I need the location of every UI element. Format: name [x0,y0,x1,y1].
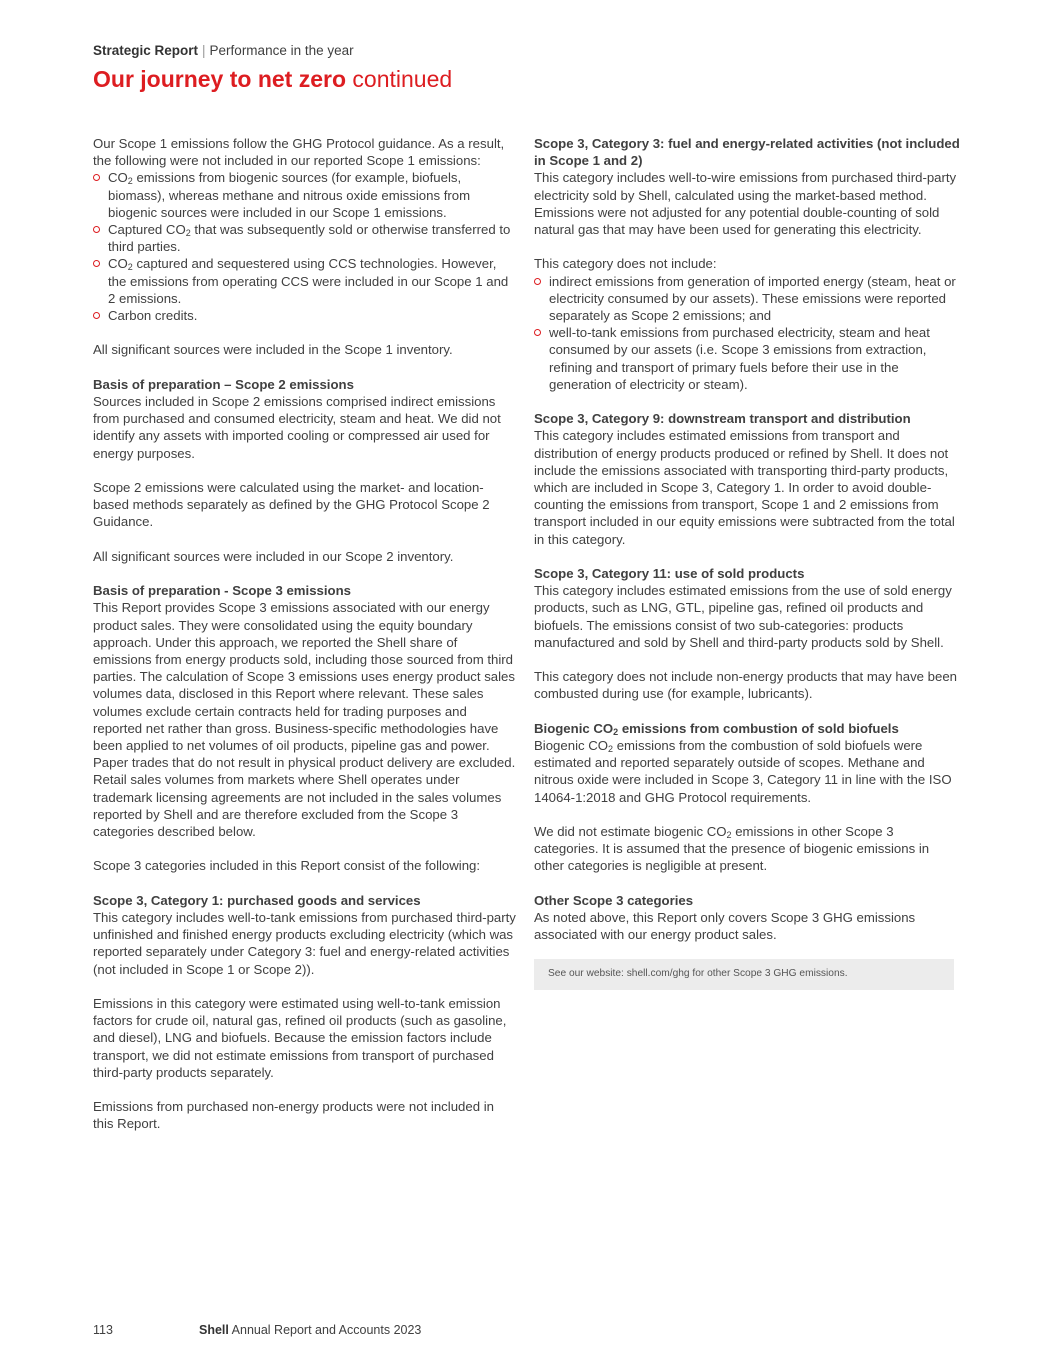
other-scope3-description: As noted above, this Report only covers Scope 3 GHG emissions associated with our energy product sales. [534,910,916,943]
footer-report-title: Annual Report and Accounts 2023 [228,1323,422,1337]
category11-exclusion: This category does not include non-energy products that may have been combusted during use (for example, lubricants). [534,669,957,702]
category3-exclusions-intro: This category does not include: [534,256,717,272]
category3-description: This category includes well-to-wire emissions from purchased third-party electricity sold by Shell, calculated using the market-based method. Emissions were not adjusted for any potential double-counting of sold natural gas that may have been used for generating this electricity. [534,170,957,238]
biogenic-description: Biogenic $CO_2$ emissions from the combustion of sold biofuels were estimated and reported separately outside of scopes. Methane and nitrous oxide were included in Scope 3, Category 11 in line with the ISO 14064-1:2018 and GHG Protocol requirements. [534,738,952,805]
left-column [93,135,517,1133]
page-number: 113 [93,1323,113,1337]
bullet-icon [93,226,100,233]
scope1-intro: Our Scope 1 emissions follow the GHG Protocol guidance. As a result, the following were not included in our reported Scope 1 emissions: [93,136,505,169]
bullet-icon [93,312,100,319]
scope2-methods: Scope 2 emissions were calculated using the market- and location-based methods separately as defined by the GHG Protocol Scope 2 Guidance. [93,480,490,530]
scope1-inventory-note: All significant sources were included in the Scope 1 inventory. [93,342,453,358]
heading-other-scope3: Other Scope 3 categories [534,892,694,908]
category3-exclusions-list [534,273,960,393]
heading-category11: Scope 3, Category 11: use of sold products [534,566,805,582]
heading-category3: Scope 3, Category 3: fuel and energy-related activities (not included in Scope 1 and 2) [534,136,960,169]
website-note: See our website: shell.com/ghg for other Scope 3 GHG emissions. [534,959,954,990]
list-item: $CO_2$ emissions from biogenic sources (for example, biofuels, biomass), whereas methane and nitrous oxide emissions from biogenic sources were included in our Scope 1 emissions. [93,169,517,221]
scope2-inventory-note: All significant sources were included in our Scope 2 inventory. [93,548,454,564]
breadcrumb-section: Strategic Report [93,43,199,58]
list-item: indirect emissions from generation of imported energy (steam, heat or electricity consumed by our assets). These emissions were reported separately as Scope 2 emissions; and [534,273,960,325]
heading-scope2: Basis of preparation – Scope 2 emissions [93,376,354,392]
breadcrumb-subsection: Performance in the year [209,43,354,58]
scope3-categories-intro: Scope 3 categories included in this Report consist of the following: [93,858,481,874]
bullet-icon [93,260,100,267]
biogenic-other-categories: We did not estimate biogenic $CO_2$ emissions in other Scope 3 categories. It is assumed that the presence of biogenic emissions in other categories is negligible at present. [534,824,930,874]
category1-estimation: Emissions in this category were estimated using well-to-tank emission factors for crude oil, natural gas, refined oil products (such as gasoline, and diesel), LNG and biofuels. Because the emission factors include transport, we did not estimate emissions from transport of purchased third-party products separately. [93,996,507,1080]
bullet-icon [534,278,541,285]
category1-exclusion: Emissions from purchased non-energy products were not included in this Report. [93,1099,494,1132]
heading-scope3: Basis of preparation - Scope 3 emissions [93,583,351,599]
scope3-description: This Report provides Scope 3 emissions associated with our energy product sales. They were consolidated using the equity boundary approach. Under this approach, we reported the Shell share of emissions from energy products sold, including those sourced from third parties. The calculation of Scope 3 emissions uses energy product sales volumes data, disclosed in this Report where relevant. These sales volumes exclude certain contracts held for trading purposes and reported net rather than gross. Business-specific methodologies have been applied to net volumes of oil products, pipeline gas and power. Paper trades that do not result in physical product delivery are excluded. Retail sales volumes from markets where Shell operates under trademark licensing agreements are not included in the sales volumes reported by Shell and are therefore excluded from the Scope 3 categories described below. [93,600,516,840]
footer-brand: Shell [199,1323,229,1337]
breadcrumb [93,42,963,60]
scope1-exclusions-list [93,169,517,324]
page-title-rest: continued [346,66,453,92]
list-item: Carbon credits. [93,307,517,324]
breadcrumb-separator: | [202,43,206,58]
list-item: well-to-tank emissions from purchased electricity, steam and heat consumed by our assets (i.e. Scope 3 emissions from extraction, refining and transport of primary fuels before their use in the generation of electricity or steam). [534,324,960,393]
list-item: Captured $CO_2$ that was subsequently sold or otherwise transferred to third parties. [93,221,517,255]
list-item: $CO_2$ captured and sequestered using CCS technologies. However, the emissions from operating CCS were included in our Scope 1 and 2 emissions. [93,255,517,307]
right-column [534,135,960,990]
bullet-icon [93,174,100,181]
page-title-strong: Our journey to net zero [93,66,347,92]
page-title [93,65,963,93]
heading-category9: Scope 3, Category 9: downstream transport and distribution [534,411,911,427]
bullet-icon [534,329,541,336]
heading-category1: Scope 3, Category 1: purchased goods and services [93,892,421,908]
page-footer [93,1322,421,1338]
category1-description: This category includes well-to-tank emissions from purchased third-party unfinished and finished energy products excluding electricity (which was reported separately under Category 3: fuel and energy-related activities (not included in Scope 1 or Scope 2)). [93,910,516,977]
page-header [93,42,963,93]
category11-description: This category includes estimated emissions from the use of sold energy products, such as LNG, GTL, pipeline gas, refined oil products and biofuels. The emissions consist of two sub-categories: products manufactured and sold by Shell and third-party products sold by Shell. [534,583,952,650]
scope2-sources: Sources included in Scope 2 emissions comprised indirect emissions from purchased and consumed electricity, steam and heat. We did not identify any assets with imported cooling or compressed air used for energy purposes. [93,394,501,461]
category9-description: This category includes estimated emissions from transport and distribution of energy products produced or refined by Shell. It does not include the emissions associated with transporting third-party products, which are included in Scope 3, Category 1. In order to avoid double-counting the emissions from transport, Scope 1 and 2 emissions from transport included in our equity emissions were subtracted from the total in this category. [534,428,955,547]
heading-biogenic: Biogenic $CO_2$ emissions from combustion of sold biofuels [534,720,899,737]
